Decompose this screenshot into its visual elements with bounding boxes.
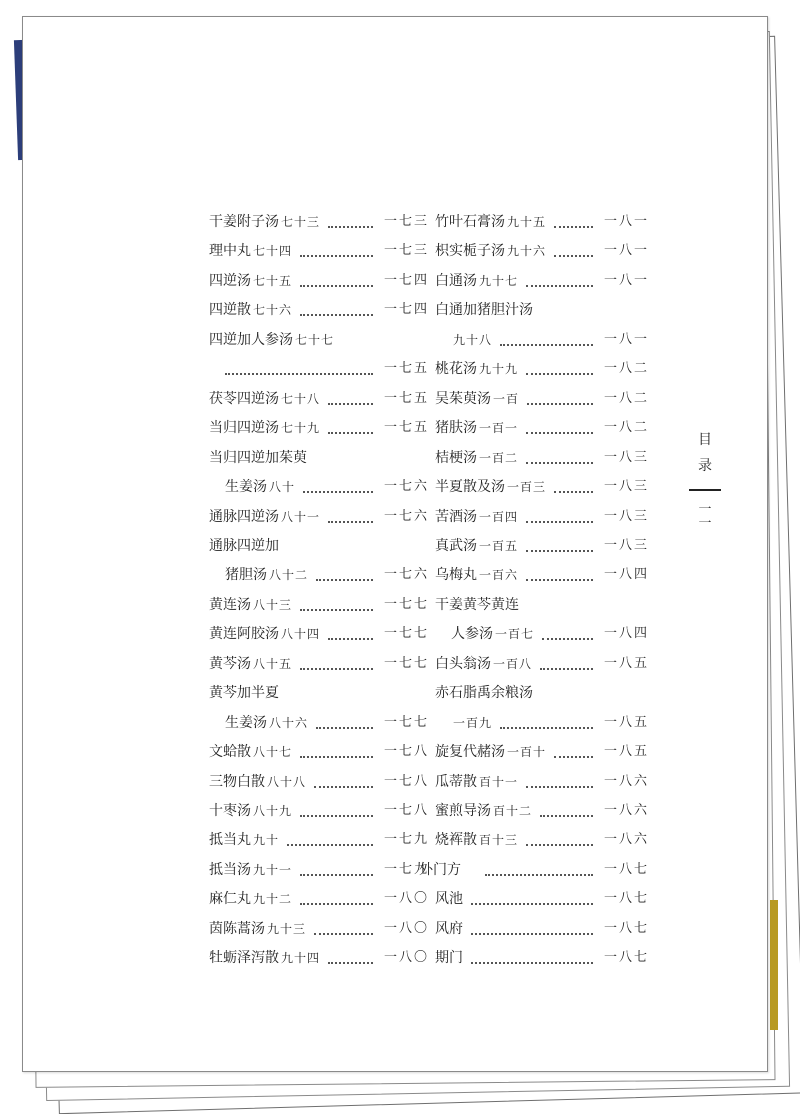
toc-entry [209, 594, 429, 616]
dot-leader [527, 381, 593, 405]
entry-title: 麻仁丸 九十二 [209, 891, 293, 908]
entry-title: 四逆加人参汤 七十七 [209, 331, 335, 348]
entry-page-number: 一七三 [383, 214, 429, 229]
entry-title: 三物白散 八十八 [209, 773, 307, 790]
dot-leader [471, 940, 593, 964]
toc-entry [435, 211, 649, 233]
toc-entry [209, 417, 429, 439]
entry-title: 吴茱萸汤 一百 [435, 390, 520, 407]
entry-number: 八十三 [253, 597, 293, 612]
toc-entry [435, 358, 649, 380]
toc-entry [435, 712, 649, 734]
entry-number: 七十五 [253, 273, 293, 288]
entry-page-number: 一八六 [603, 773, 649, 789]
dot-leader [500, 705, 593, 729]
entry-page-number: 一八〇 [383, 950, 429, 966]
entry-title: 旋复代赭汤 一百十 [435, 744, 547, 761]
toc-entry [209, 506, 429, 528]
entry-number: 八十 [269, 480, 296, 495]
dot-leader [542, 616, 593, 640]
dot-leader [300, 292, 373, 316]
entry-title: 人参汤 一百七 [451, 626, 535, 643]
dot-leader [554, 734, 593, 758]
entry-number: 七十九 [281, 421, 321, 436]
dot-leader [328, 499, 373, 523]
entry-title: 生姜汤 八十六 [225, 714, 309, 731]
entry-page-number: 一八七 [603, 950, 649, 966]
dot-leader [328, 381, 373, 405]
dot-leader [314, 911, 373, 935]
dot-leader [526, 351, 593, 375]
entry-page-number: 一八三 [603, 479, 649, 495]
dot-leader [328, 940, 373, 964]
cover-edge-gold [770, 900, 778, 1030]
entry-page-number: 一八五 [603, 655, 649, 671]
entry-title: 茵陈蒿汤 九十三 [209, 920, 307, 937]
toc-entry [209, 240, 429, 262]
dot-leader [300, 646, 373, 670]
entry-page-number: 一八二 [603, 361, 649, 377]
dot-leader [225, 351, 373, 375]
toc-entry [435, 623, 649, 645]
toc-entry [435, 329, 649, 351]
entry-page-number: 一八五 [603, 714, 649, 730]
entry-number: 八十八 [267, 774, 307, 789]
toc-entry [435, 447, 649, 469]
page-number-1: 一 [698, 502, 712, 517]
dot-leader [303, 469, 373, 493]
entry-title: 期门 [435, 950, 463, 967]
header-char-2: 录 [698, 458, 712, 474]
entry-page-number: 一八一 [603, 214, 649, 229]
toc-entry [435, 682, 649, 704]
entry-number: 八十二 [269, 568, 309, 583]
header-rule [689, 489, 721, 491]
toc-entry [209, 859, 429, 881]
entry-number: 九十七 [479, 273, 519, 288]
entry-title: 文蛤散 八十七 [209, 744, 293, 761]
entry-number: 八十六 [269, 715, 309, 730]
toc-entry [209, 918, 429, 940]
dot-leader [300, 852, 373, 876]
entry-page-number: 一八六 [603, 803, 649, 818]
toc-entry [435, 240, 649, 262]
toc-entry [435, 800, 649, 822]
entry-page-number: 一七五 [383, 420, 429, 436]
entry-page-number: 一七六 [383, 479, 429, 495]
toc-entry [209, 329, 429, 351]
dot-leader [500, 322, 593, 346]
entry-title: 外门方 [419, 861, 461, 878]
entry-title: 风府 [435, 920, 463, 937]
entry-page-number: 一八五 [603, 744, 649, 760]
toc-entry [209, 299, 429, 321]
toc-entry [209, 211, 429, 233]
toc-entry [435, 417, 649, 439]
entry-title: 白通汤 九十七 [435, 272, 519, 289]
toc-entry [209, 535, 429, 557]
entry-number: 九十二 [253, 892, 293, 907]
entry-number: 九十六 [507, 244, 547, 259]
entry-number: 九十三 [267, 921, 307, 936]
entry-title: 乌梅丸 一百六 [435, 567, 519, 584]
entry-title [451, 712, 492, 734]
entry-page-number: 一七七 [383, 626, 429, 642]
entry-number: 一百六 [479, 568, 519, 583]
dot-leader [526, 263, 593, 287]
entry-number: 一百九 [453, 715, 493, 730]
dot-leader [485, 852, 593, 876]
dot-leader [328, 204, 373, 228]
dot-leader [300, 734, 373, 758]
entry-page-number: 一七三 [383, 243, 429, 259]
dot-leader [554, 469, 593, 493]
toc-entry [209, 564, 429, 586]
entry-page-number: 一七七 [383, 714, 429, 730]
entry-title: 桃花汤 九十九 [435, 361, 519, 378]
entry-page-number: 一八四 [603, 626, 649, 642]
dot-leader [300, 587, 373, 611]
entry-page-number: 一八七 [603, 891, 649, 907]
entry-page-number: 一八三 [603, 537, 649, 553]
toc-entry [209, 358, 429, 380]
entry-page-number: 一八〇 [383, 920, 429, 936]
entry-number: 八十七 [253, 745, 293, 760]
toc-entry [209, 800, 429, 822]
entry-number: 八十一 [281, 509, 321, 524]
entry-number: 九十一 [253, 862, 293, 877]
toc-entry [435, 947, 649, 969]
toc-entry [209, 623, 429, 645]
toc-entry [435, 388, 649, 410]
section-header [689, 427, 721, 531]
entry-title: 干姜附子汤 七十三 [209, 214, 321, 230]
dot-leader [287, 822, 373, 846]
entry-number: 九十 [253, 833, 280, 848]
entry-number: 七十四 [253, 244, 293, 259]
dot-leader [526, 440, 593, 464]
entry-title: 生姜汤 八十 [225, 479, 296, 496]
entry-number: 一百八 [493, 656, 533, 671]
entry-title: 苦酒汤 一百四 [435, 508, 519, 525]
dot-leader [471, 911, 593, 935]
entry-page-number: 一七五 [383, 390, 429, 406]
entry-page-number: 一七四 [383, 272, 429, 288]
entry-number: 一百三 [507, 480, 547, 495]
toc-entry [209, 476, 429, 498]
toc-entry [435, 476, 649, 498]
dot-leader [328, 616, 373, 640]
toc-entry [435, 506, 649, 528]
entry-page-number: 一八六 [603, 832, 649, 848]
entry-title: 牡蛎泽泻散 九十四 [209, 950, 321, 967]
entry-number: 九十四 [281, 951, 321, 966]
toc-entry [209, 712, 429, 734]
entry-page-number: 一八七 [603, 920, 649, 936]
entry-number: 一百十 [507, 745, 547, 760]
entry-title: 干姜黄芩黄连 [435, 596, 519, 613]
dot-leader [300, 793, 373, 817]
entry-page-number: 一七八 [383, 744, 429, 760]
entry-page-number: 一八七 [603, 861, 649, 877]
toc-entry [435, 918, 649, 940]
entry-title: 猪胆汤 八十二 [225, 567, 309, 584]
entry-title: 通脉四逆加 [209, 537, 279, 554]
toc-entry [435, 888, 649, 910]
dot-leader [471, 881, 593, 905]
dot-leader [300, 263, 373, 287]
entry-title: 风池 [435, 891, 463, 908]
entry-title: 猪肤汤 一百一 [435, 420, 519, 437]
toc-entry [419, 859, 649, 881]
toc-entry [209, 888, 429, 910]
entry-title: 抵当丸 九十 [209, 832, 280, 849]
dot-leader [554, 204, 593, 228]
entry-number: 八十五 [253, 656, 293, 671]
entry-number: 百十二 [493, 804, 533, 818]
entry-page-number: 一七九 [383, 832, 429, 848]
toc-page [22, 16, 768, 1072]
entry-page-number: 一七九 [383, 861, 429, 877]
dot-leader [526, 764, 593, 788]
dot-leader [526, 528, 593, 552]
toc-entry [209, 829, 429, 851]
toc-entry [209, 771, 429, 793]
entry-number: 一百七 [495, 627, 535, 642]
entry-title: 竹叶石膏汤 九十五 [435, 214, 547, 230]
dot-leader [328, 410, 373, 434]
entry-number: 百十一 [479, 774, 519, 789]
dot-leader [526, 822, 593, 846]
dot-leader [316, 557, 373, 581]
entry-number: 一百 [493, 391, 520, 406]
entry-title: 瓜蒂散 百十一 [435, 773, 519, 790]
entry-number: 七十七 [295, 332, 335, 347]
dot-leader [526, 557, 593, 581]
entry-title: 黄连阿胶汤 八十四 [209, 626, 321, 643]
entry-page-number: 一八三 [603, 449, 649, 465]
dot-leader [526, 499, 593, 523]
toc-entry [209, 947, 429, 969]
entry-title: 四逆散 七十六 [209, 302, 293, 319]
toc-entry [435, 270, 649, 292]
entry-page-number: 一七八 [383, 803, 429, 818]
entry-page-number: 一八四 [603, 567, 649, 583]
entry-number: 一百五 [479, 538, 519, 553]
entry-page-number: 一七五 [383, 361, 429, 377]
dot-leader [314, 764, 373, 788]
entry-title: 黄芩汤 八十五 [209, 655, 293, 672]
entry-page-number: 一七四 [383, 302, 429, 318]
page-number-2: 一 [698, 516, 712, 531]
entry-title: 赤石脂禹余粮汤 [435, 685, 533, 702]
toc-entry [435, 653, 649, 675]
entry-title: 四逆汤 七十五 [209, 272, 293, 289]
entry-page-number: 一七六 [383, 508, 429, 524]
entry-title: 烧裈散 百十三 [435, 832, 519, 849]
entry-number: 一百二 [479, 450, 519, 465]
entry-number: 一百一 [479, 421, 519, 436]
entry-page-number: 一八一 [603, 243, 649, 259]
toc-entry [435, 741, 649, 763]
toc-entry [435, 829, 649, 851]
toc-entry [435, 299, 649, 321]
entry-title: 茯苓四逆汤 七十八 [209, 390, 321, 407]
toc-entry [435, 535, 649, 557]
toc-entry [435, 771, 649, 793]
dot-leader [540, 793, 593, 817]
entry-page-number: 一七六 [383, 567, 429, 583]
entry-number: 百十三 [479, 833, 519, 848]
entry-number: 九十八 [453, 332, 493, 347]
header-char-1: 目 [698, 432, 712, 448]
entry-title: 白头翁汤 一百八 [435, 655, 533, 672]
entry-page-number: 一八二 [603, 420, 649, 436]
entry-page-number: 一八一 [603, 331, 649, 347]
entry-page-number: 一七八 [383, 773, 429, 789]
entry-title: 理中丸 七十四 [209, 243, 293, 260]
entry-title: 桔梗汤 一百二 [435, 449, 519, 466]
entry-page-number: 一七七 [383, 655, 429, 671]
entry-number: 一百四 [479, 509, 519, 524]
entry-title: 黄芩加半夏 [209, 685, 279, 702]
entry-number: 九十九 [479, 362, 519, 377]
dot-leader [526, 410, 593, 434]
entry-title: 黄连汤 八十三 [209, 596, 293, 613]
entry-title: 真武汤 一百五 [435, 537, 519, 554]
toc-entry [209, 682, 429, 704]
entry-title: 当归四逆汤 七十九 [209, 420, 321, 437]
entry-number: 七十六 [253, 303, 293, 318]
entry-number: 七十八 [281, 391, 321, 406]
entry-title: 抵当汤 九十一 [209, 861, 293, 878]
dot-leader [300, 233, 373, 257]
entry-page-number: 一七七 [383, 596, 429, 612]
entry-number: 九十五 [507, 215, 547, 229]
toc-entry [435, 564, 649, 586]
entry-title: 半夏散及汤 一百三 [435, 479, 547, 496]
toc-entry [209, 270, 429, 292]
entry-number: 八十九 [253, 804, 293, 818]
dot-leader [554, 233, 593, 257]
entry-title: 蜜煎导汤 百十二 [435, 803, 533, 819]
entry-number: 七十三 [281, 215, 321, 229]
entry-page-number: 一八〇 [383, 891, 429, 907]
dot-leader [300, 881, 373, 905]
entry-number: 八十四 [281, 627, 321, 642]
dot-leader [540, 646, 593, 670]
entry-page-number: 一八三 [603, 508, 649, 524]
entry-title: 枳实栀子汤 九十六 [435, 243, 547, 260]
toc-entry [209, 653, 429, 675]
entry-title [451, 329, 492, 351]
toc-entry [209, 388, 429, 410]
entry-page-number: 一八一 [603, 272, 649, 288]
dot-leader [316, 705, 373, 729]
toc-entry [209, 741, 429, 763]
entry-page-number: 一八二 [603, 390, 649, 406]
entry-title: 十枣汤 八十九 [209, 803, 293, 819]
toc-entry [209, 447, 429, 469]
toc-entry [435, 594, 649, 616]
entry-title: 通脉四逆汤 八十一 [209, 508, 321, 525]
entry-title: 白通加猪胆汁汤 [435, 302, 533, 319]
entry-title: 当归四逆加茱萸 [209, 449, 307, 466]
